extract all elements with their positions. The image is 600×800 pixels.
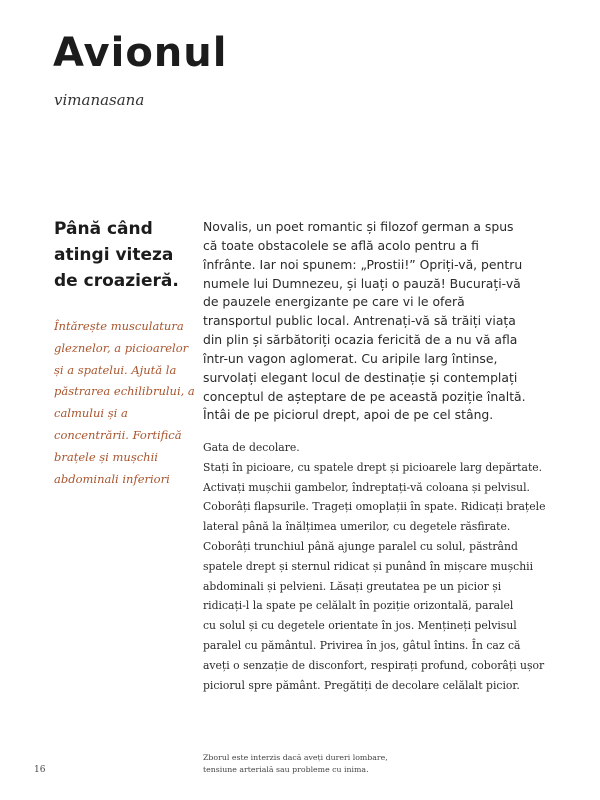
footnote	[203, 752, 463, 776]
instruction-line: paralel cu pământul. Privirea în jos, gâtul întins. În caz că	[203, 638, 521, 652]
pose-sanskrit-name: vimanasana	[54, 91, 145, 109]
page-title: Avionul	[53, 30, 228, 76]
instruction-line: aveți o senzație de disconfort, respirați profund, coborâți ușor	[203, 658, 545, 672]
instructions-title: Gata de decolare.	[203, 441, 300, 454]
instruction-line: Stați în picioare, cu spatele drept și picioarele larg depărtate.	[203, 460, 543, 474]
instructions-block	[203, 438, 546, 695]
instruction-line: spatele drept și sternul ridicat și punând în mișcare mușchii	[203, 559, 534, 573]
instruction-line: Activați mușchii gambelor, îndreptați-vă coloana și pelvisul.	[203, 480, 530, 494]
instruction-line: abdominali și pelvieni. Lăsați greutatea pe un picior și	[203, 579, 502, 593]
instruction-line: piciorul spre pământ. Pregătiți de decolare celălalt picior.	[203, 678, 520, 692]
instruction-line: lateral până la înălțimea umerilor, cu degetele răsfirate.	[203, 520, 511, 534]
section-heading: Până când atingi viteza de croazieră.	[54, 219, 179, 291]
footnote-line: Zborul este interzis dacă aveți dureri lombare,	[203, 753, 388, 762]
benefits-note: Întărește musculatura gleznelor, a picioarelor și a spatelui. Ajută la păstrarea echilibrului, a calmului și a concentrării. Fortifică brațele și mușchii abdominali inferiori	[54, 319, 195, 486]
instruction-line: Coborâți trunchiul până ajunge paralel cu solul, păstrând	[203, 539, 518, 553]
instruction-line: ridicați-l la spate pe celălalt în poziție orizontală, paralel	[203, 599, 514, 613]
instruction-line: cu solul și cu degetele orientate în jos. Mențineți pelvisul	[203, 619, 517, 633]
intro-paragraph: Novalis, un poet romantic și filozof german a spus că toate obstacolele se află acolo pentru a fi înfrânte. Iar noi spunem: „Prostii!” Opriți-vă, pentru numele lui Dumnezeu, și luați o pauză! Bucurați-vă de pauzele energizante pe care vi le oferă transportul public local. Antrenați-vă să trăiți viața din plin și sărbătoriți ocazia fericită de a nu vă afla într-un vagon aglomerat. Cu aripile larg întinse, survolați elegant locul de destinație și contemplați conceptul de așteptare de pe această poziție înaltă. Întâi de pe piciorul drept, apoi de pe cel stâng.	[203, 219, 526, 423]
instruction-line: Coborâți flapsurile. Trageți omoplații în spate. Ridicați brațele	[203, 500, 546, 514]
footnote-line: tensiune arterială sau probleme cu inima.	[203, 765, 369, 774]
page-number: 16	[34, 765, 46, 775]
